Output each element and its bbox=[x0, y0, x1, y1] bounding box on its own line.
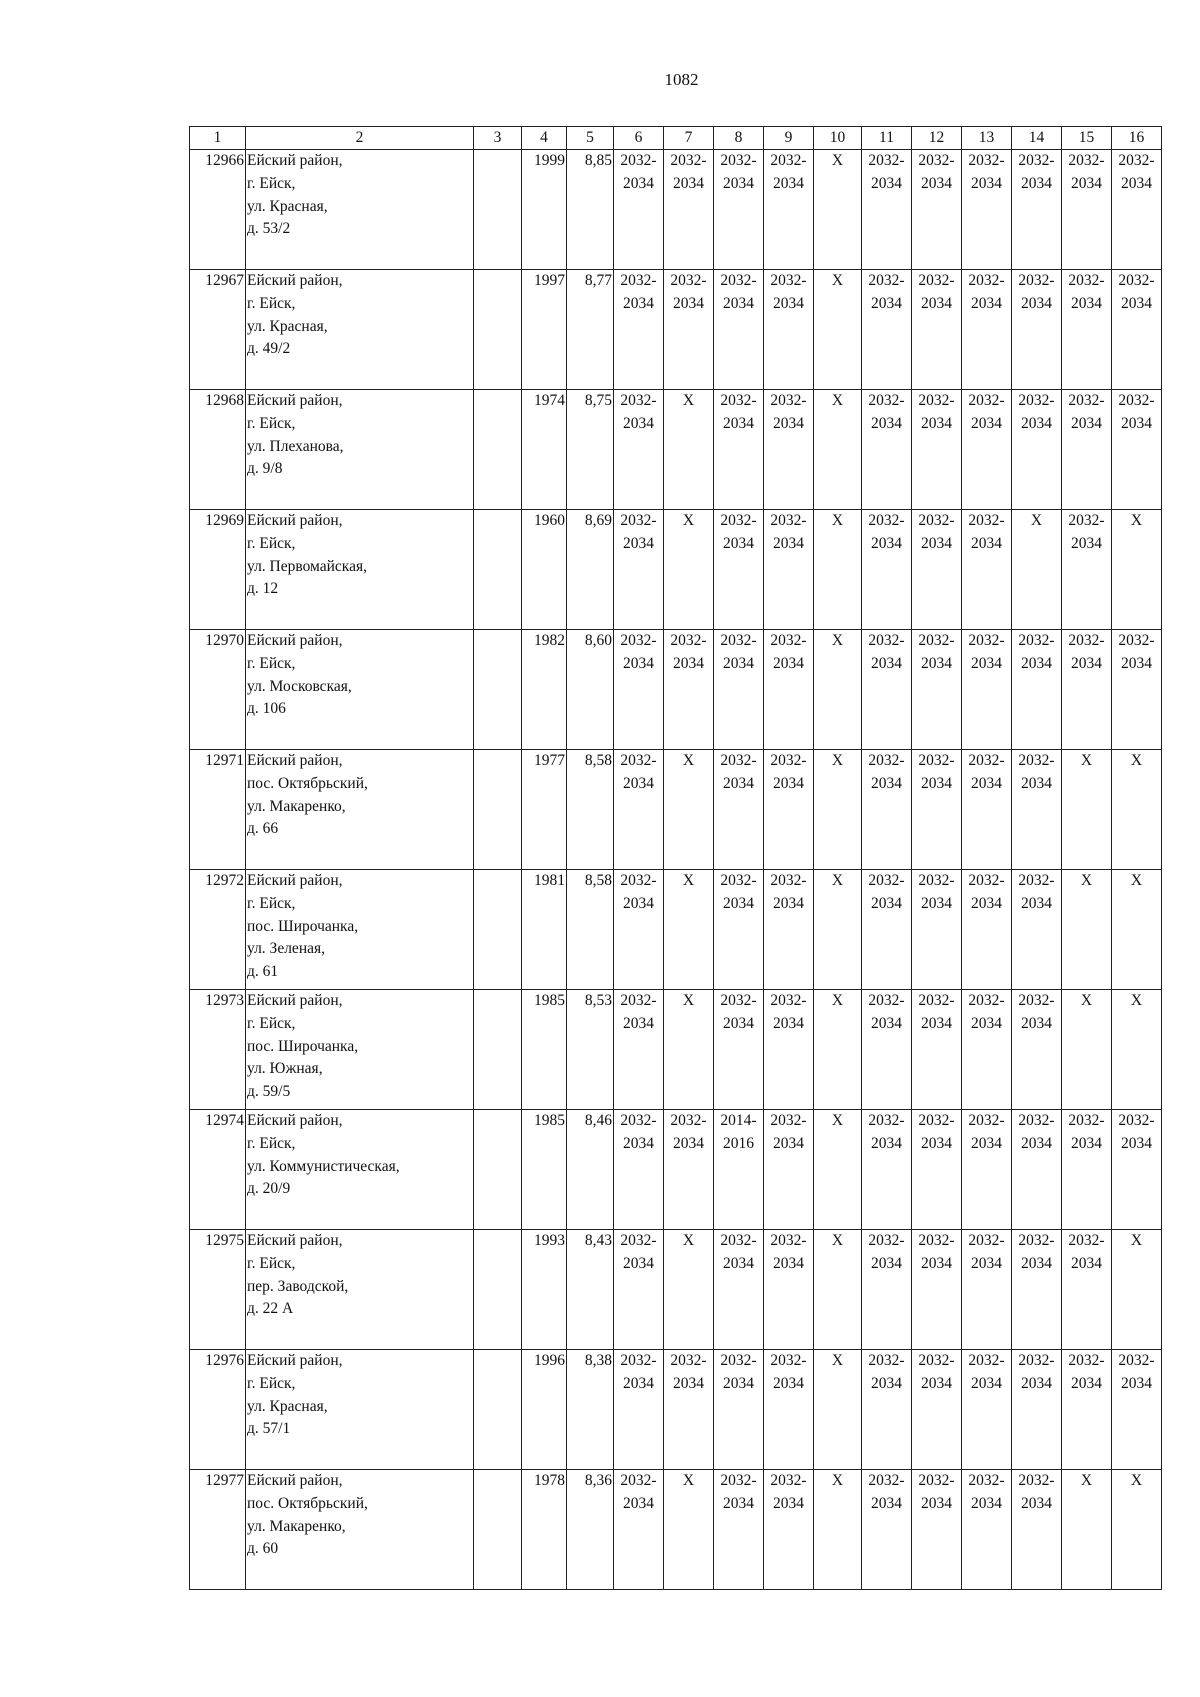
year-cell: 1985 bbox=[522, 990, 567, 1110]
column-3-cell bbox=[474, 1110, 522, 1230]
period-cell-col-9: 2032- 2034 bbox=[764, 750, 814, 870]
period-cell-col-15: 2032- 2034 bbox=[1062, 510, 1112, 630]
period-cell-col-16: 2032- 2034 bbox=[1112, 270, 1162, 390]
period-cell-col-7: 2032- 2034 bbox=[664, 630, 714, 750]
row-number-cell: 12977 bbox=[190, 1470, 246, 1590]
table-row bbox=[190, 870, 1162, 990]
period-cell-col-11: 2032- 2034 bbox=[862, 870, 912, 990]
period-cell-col-8: 2032- 2034 bbox=[714, 270, 764, 390]
period-cell-col-13: 2032- 2034 bbox=[962, 510, 1012, 630]
period-cell-col-11: 2032- 2034 bbox=[862, 1350, 912, 1470]
period-cell-col-9: 2032- 2034 bbox=[764, 150, 814, 270]
column-header-row bbox=[190, 127, 1162, 150]
period-cell-col-15: 2032- 2034 bbox=[1062, 1350, 1112, 1470]
period-cell-col-13: 2032- 2034 bbox=[962, 1350, 1012, 1470]
period-cell-col-6: 2032- 2034 bbox=[614, 870, 664, 990]
period-cell-col-15: 2032- 2034 bbox=[1062, 150, 1112, 270]
row-number-cell: 12976 bbox=[190, 1350, 246, 1470]
period-cell-col-11: 2032- 2034 bbox=[862, 750, 912, 870]
column-header-1: 1 bbox=[190, 127, 246, 150]
period-cell-col-15: X bbox=[1062, 990, 1112, 1110]
period-cell-col-11: 2032- 2034 bbox=[862, 270, 912, 390]
period-cell-col-13: 2032- 2034 bbox=[962, 990, 1012, 1110]
period-cell-col-7: X bbox=[664, 750, 714, 870]
period-cell-col-14: 2032- 2034 bbox=[1012, 270, 1062, 390]
period-cell-col-16: X bbox=[1112, 750, 1162, 870]
column-header-13: 13 bbox=[962, 127, 1012, 150]
period-cell-col-7: 2032- 2034 bbox=[664, 1350, 714, 1470]
column-header-10: 10 bbox=[814, 127, 862, 150]
period-cell-col-14: 2032- 2034 bbox=[1012, 630, 1062, 750]
value-cell: 8,53 bbox=[567, 990, 614, 1110]
period-cell-col-9: 2032- 2034 bbox=[764, 510, 814, 630]
period-cell-col-13: 2032- 2034 bbox=[962, 1470, 1012, 1590]
period-cell-col-9: 2032- 2034 bbox=[764, 630, 814, 750]
period-cell-col-16: 2032- 2034 bbox=[1112, 1110, 1162, 1230]
address-cell: Ейский район, г. Ейск, ул. Плеханова, д. 9/8 bbox=[246, 390, 474, 510]
period-cell-col-9: 2032- 2034 bbox=[764, 390, 814, 510]
period-cell-col-11: 2032- 2034 bbox=[862, 990, 912, 1110]
period-cell-col-9: 2032- 2034 bbox=[764, 1110, 814, 1230]
column-3-cell bbox=[474, 1350, 522, 1470]
address-cell: Ейский район, пос. Октябрьский, ул. Макаренко, д. 60 bbox=[246, 1470, 474, 1590]
period-cell-col-12: 2032- 2034 bbox=[912, 270, 962, 390]
period-cell-col-11: 2032- 2034 bbox=[862, 630, 912, 750]
period-cell-col-13: 2032- 2034 bbox=[962, 390, 1012, 510]
period-cell-col-11: 2032- 2034 bbox=[862, 510, 912, 630]
period-cell-col-6: 2032- 2034 bbox=[614, 270, 664, 390]
column-header-5: 5 bbox=[567, 127, 614, 150]
year-cell: 1996 bbox=[522, 1350, 567, 1470]
period-cell-col-10: X bbox=[814, 150, 862, 270]
period-cell-col-16: X bbox=[1112, 1230, 1162, 1350]
period-cell-col-12: 2032- 2034 bbox=[912, 1110, 962, 1230]
column-header-14: 14 bbox=[1012, 127, 1062, 150]
period-cell-col-12: 2032- 2034 bbox=[912, 990, 962, 1110]
period-cell-col-15: 2032- 2034 bbox=[1062, 390, 1112, 510]
period-cell-col-10: X bbox=[814, 1230, 862, 1350]
page-number: 1082 bbox=[664, 70, 699, 89]
column-3-cell bbox=[474, 1470, 522, 1590]
column-3-cell bbox=[474, 870, 522, 990]
row-number-cell: 12968 bbox=[190, 390, 246, 510]
period-cell-col-7: X bbox=[664, 390, 714, 510]
period-cell-col-7: X bbox=[664, 870, 714, 990]
year-cell: 1981 bbox=[522, 870, 567, 990]
table-row bbox=[190, 270, 1162, 390]
period-cell-col-8: 2032- 2034 bbox=[714, 150, 764, 270]
period-cell-col-14: 2032- 2034 bbox=[1012, 1110, 1062, 1230]
period-cell-col-16: X bbox=[1112, 1470, 1162, 1590]
period-cell-col-9: 2032- 2034 bbox=[764, 270, 814, 390]
period-cell-col-8: 2032- 2034 bbox=[714, 1230, 764, 1350]
value-cell: 8,38 bbox=[567, 1350, 614, 1470]
table-row bbox=[190, 510, 1162, 630]
period-cell-col-14: 2032- 2034 bbox=[1012, 1350, 1062, 1470]
period-cell-col-8: 2032- 2034 bbox=[714, 750, 764, 870]
value-cell: 8,46 bbox=[567, 1110, 614, 1230]
year-cell: 1982 bbox=[522, 630, 567, 750]
period-cell-col-16: 2032- 2034 bbox=[1112, 630, 1162, 750]
year-cell: 1993 bbox=[522, 1230, 567, 1350]
period-cell-col-9: 2032- 2034 bbox=[764, 1470, 814, 1590]
period-cell-col-13: 2032- 2034 bbox=[962, 1230, 1012, 1350]
period-cell-col-6: 2032- 2034 bbox=[614, 630, 664, 750]
period-cell-col-7: 2032- 2034 bbox=[664, 270, 714, 390]
period-cell-col-11: 2032- 2034 bbox=[862, 1230, 912, 1350]
period-cell-col-12: 2032- 2034 bbox=[912, 1230, 962, 1350]
period-cell-col-9: 2032- 2034 bbox=[764, 990, 814, 1110]
period-cell-col-6: 2032- 2034 bbox=[614, 1350, 664, 1470]
period-cell-col-9: 2032- 2034 bbox=[764, 870, 814, 990]
column-header-11: 11 bbox=[862, 127, 912, 150]
column-3-cell bbox=[474, 150, 522, 270]
table-row bbox=[190, 630, 1162, 750]
period-cell-col-13: 2032- 2034 bbox=[962, 270, 1012, 390]
year-cell: 1985 bbox=[522, 1110, 567, 1230]
column-header-3: 3 bbox=[474, 127, 522, 150]
row-number-cell: 12973 bbox=[190, 990, 246, 1110]
registry-table bbox=[189, 126, 1162, 1590]
period-cell-col-13: 2032- 2034 bbox=[962, 150, 1012, 270]
table-row bbox=[190, 1470, 1162, 1590]
address-cell: Ейский район, г. Ейск, ул. Красная, д. 53/2 bbox=[246, 150, 474, 270]
period-cell-col-6: 2032- 2034 bbox=[614, 510, 664, 630]
period-cell-col-10: X bbox=[814, 1110, 862, 1230]
period-cell-col-8: 2032- 2034 bbox=[714, 510, 764, 630]
year-cell: 1999 bbox=[522, 150, 567, 270]
period-cell-col-15: 2032- 2034 bbox=[1062, 270, 1112, 390]
period-cell-col-12: 2032- 2034 bbox=[912, 870, 962, 990]
value-cell: 8,85 bbox=[567, 150, 614, 270]
table-row bbox=[190, 1230, 1162, 1350]
year-cell: 1974 bbox=[522, 390, 567, 510]
period-cell-col-7: 2032- 2034 bbox=[664, 150, 714, 270]
row-number-cell: 12967 bbox=[190, 270, 246, 390]
period-cell-col-14: 2032- 2034 bbox=[1012, 870, 1062, 990]
column-header-2: 2 bbox=[246, 127, 474, 150]
period-cell-col-13: 2032- 2034 bbox=[962, 1110, 1012, 1230]
column-header-12: 12 bbox=[912, 127, 962, 150]
address-cell: Ейский район, г. Ейск, пос. Широчанка, ул. Зеленая, д. 61 bbox=[246, 870, 474, 990]
value-cell: 8,58 bbox=[567, 870, 614, 990]
period-cell-col-11: 2032- 2034 bbox=[862, 1110, 912, 1230]
period-cell-col-7: 2032- 2034 bbox=[664, 1110, 714, 1230]
period-cell-col-14: X bbox=[1012, 510, 1062, 630]
period-cell-col-6: 2032- 2034 bbox=[614, 150, 664, 270]
period-cell-col-12: 2032- 2034 bbox=[912, 510, 962, 630]
period-cell-col-10: X bbox=[814, 1470, 862, 1590]
period-cell-col-12: 2032- 2034 bbox=[912, 1350, 962, 1470]
table-body bbox=[190, 127, 1162, 1590]
column-3-cell bbox=[474, 1230, 522, 1350]
period-cell-col-16: 2032- 2034 bbox=[1112, 1350, 1162, 1470]
year-cell: 1977 bbox=[522, 750, 567, 870]
period-cell-col-8: 2032- 2034 bbox=[714, 1470, 764, 1590]
period-cell-col-7: X bbox=[664, 1230, 714, 1350]
period-cell-col-10: X bbox=[814, 750, 862, 870]
period-cell-col-8: 2032- 2034 bbox=[714, 630, 764, 750]
column-3-cell bbox=[474, 390, 522, 510]
period-cell-col-8: 2032- 2034 bbox=[714, 870, 764, 990]
period-cell-col-11: 2032- 2034 bbox=[862, 390, 912, 510]
year-cell: 1997 bbox=[522, 270, 567, 390]
address-cell: Ейский район, г. Ейск, ул. Московская, д. 106 bbox=[246, 630, 474, 750]
period-cell-col-9: 2032- 2034 bbox=[764, 1230, 814, 1350]
period-cell-col-16: 2032- 2034 bbox=[1112, 150, 1162, 270]
period-cell-col-11: 2032- 2034 bbox=[862, 1470, 912, 1590]
period-cell-col-16: X bbox=[1112, 510, 1162, 630]
period-cell-col-13: 2032- 2034 bbox=[962, 630, 1012, 750]
period-cell-col-10: X bbox=[814, 630, 862, 750]
row-number-cell: 12975 bbox=[190, 1230, 246, 1350]
column-header-9: 9 bbox=[764, 127, 814, 150]
address-cell: Ейский район, пос. Октябрьский, ул. Макаренко, д. 66 bbox=[246, 750, 474, 870]
period-cell-col-15: 2032- 2034 bbox=[1062, 1110, 1112, 1230]
address-cell: Ейский район, г. Ейск, ул. Красная, д. 57/1 bbox=[246, 1350, 474, 1470]
value-cell: 8,43 bbox=[567, 1230, 614, 1350]
period-cell-col-10: X bbox=[814, 510, 862, 630]
table-row bbox=[190, 390, 1162, 510]
period-cell-col-15: X bbox=[1062, 750, 1112, 870]
address-cell: Ейский район, г. Ейск, пер. Заводской, д. 22 А bbox=[246, 1230, 474, 1350]
period-cell-col-12: 2032- 2034 bbox=[912, 150, 962, 270]
row-number-cell: 12974 bbox=[190, 1110, 246, 1230]
period-cell-col-14: 2032- 2034 bbox=[1012, 150, 1062, 270]
period-cell-col-15: 2032- 2034 bbox=[1062, 1230, 1112, 1350]
period-cell-col-15: X bbox=[1062, 1470, 1112, 1590]
period-cell-col-16: X bbox=[1112, 990, 1162, 1110]
period-cell-col-15: 2032- 2034 bbox=[1062, 630, 1112, 750]
column-3-cell bbox=[474, 990, 522, 1110]
table-row bbox=[190, 1350, 1162, 1470]
table-row bbox=[190, 1110, 1162, 1230]
period-cell-col-9: 2032- 2034 bbox=[764, 1350, 814, 1470]
period-cell-col-6: 2032- 2034 bbox=[614, 1110, 664, 1230]
period-cell-col-8: 2032- 2034 bbox=[714, 1350, 764, 1470]
period-cell-col-15: X bbox=[1062, 870, 1112, 990]
period-cell-col-14: 2032- 2034 bbox=[1012, 750, 1062, 870]
period-cell-col-7: X bbox=[664, 990, 714, 1110]
period-cell-col-10: X bbox=[814, 270, 862, 390]
period-cell-col-14: 2032- 2034 bbox=[1012, 390, 1062, 510]
row-number-cell: 12972 bbox=[190, 870, 246, 990]
period-cell-col-16: 2032- 2034 bbox=[1112, 390, 1162, 510]
period-cell-col-6: 2032- 2034 bbox=[614, 1230, 664, 1350]
table-row bbox=[190, 990, 1162, 1110]
period-cell-col-16: X bbox=[1112, 870, 1162, 990]
year-cell: 1978 bbox=[522, 1470, 567, 1590]
period-cell-col-8: 2014- 2016 bbox=[714, 1110, 764, 1230]
period-cell-col-11: 2032- 2034 bbox=[862, 150, 912, 270]
row-number-cell: 12966 bbox=[190, 150, 246, 270]
value-cell: 8,36 bbox=[567, 1470, 614, 1590]
period-cell-col-6: 2032- 2034 bbox=[614, 1470, 664, 1590]
table-row bbox=[190, 150, 1162, 270]
column-header-8: 8 bbox=[714, 127, 764, 150]
value-cell: 8,69 bbox=[567, 510, 614, 630]
value-cell: 8,77 bbox=[567, 270, 614, 390]
period-cell-col-13: 2032- 2034 bbox=[962, 750, 1012, 870]
address-cell: Ейский район, г. Ейск, ул. Коммунистическая, д. 20/9 bbox=[246, 1110, 474, 1230]
column-header-7: 7 bbox=[664, 127, 714, 150]
table-row bbox=[190, 750, 1162, 870]
period-cell-col-14: 2032- 2034 bbox=[1012, 990, 1062, 1110]
column-3-cell bbox=[474, 630, 522, 750]
address-cell: Ейский район, г. Ейск, ул. Первомайская, д. 12 bbox=[246, 510, 474, 630]
period-cell-col-8: 2032- 2034 bbox=[714, 390, 764, 510]
period-cell-col-12: 2032- 2034 bbox=[912, 630, 962, 750]
column-header-15: 15 bbox=[1062, 127, 1112, 150]
column-3-cell bbox=[474, 510, 522, 630]
period-cell-col-6: 2032- 2034 bbox=[614, 750, 664, 870]
period-cell-col-14: 2032- 2034 bbox=[1012, 1470, 1062, 1590]
value-cell: 8,60 bbox=[567, 630, 614, 750]
period-cell-col-6: 2032- 2034 bbox=[614, 390, 664, 510]
period-cell-col-7: X bbox=[664, 510, 714, 630]
period-cell-col-12: 2032- 2034 bbox=[912, 750, 962, 870]
row-number-cell: 12971 bbox=[190, 750, 246, 870]
column-header-6: 6 bbox=[614, 127, 664, 150]
period-cell-col-12: 2032- 2034 bbox=[912, 390, 962, 510]
period-cell-col-10: X bbox=[814, 390, 862, 510]
column-3-cell bbox=[474, 750, 522, 870]
address-cell: Ейский район, г. Ейск, пос. Широчанка, ул. Южная, д. 59/5 bbox=[246, 990, 474, 1110]
column-header-4: 4 bbox=[522, 127, 567, 150]
address-cell: Ейский район, г. Ейск, ул. Красная, д. 49/2 bbox=[246, 270, 474, 390]
value-cell: 8,58 bbox=[567, 750, 614, 870]
value-cell: 8,75 bbox=[567, 390, 614, 510]
row-number-cell: 12970 bbox=[190, 630, 246, 750]
period-cell-col-13: 2032- 2034 bbox=[962, 870, 1012, 990]
period-cell-col-10: X bbox=[814, 990, 862, 1110]
period-cell-col-6: 2032- 2034 bbox=[614, 990, 664, 1110]
column-3-cell bbox=[474, 270, 522, 390]
period-cell-col-7: X bbox=[664, 1470, 714, 1590]
period-cell-col-12: 2032- 2034 bbox=[912, 1470, 962, 1590]
period-cell-col-10: X bbox=[814, 870, 862, 990]
period-cell-col-8: 2032- 2034 bbox=[714, 990, 764, 1110]
year-cell: 1960 bbox=[522, 510, 567, 630]
period-cell-col-14: 2032- 2034 bbox=[1012, 1230, 1062, 1350]
column-header-16: 16 bbox=[1112, 127, 1162, 150]
period-cell-col-10: X bbox=[814, 1350, 862, 1470]
row-number-cell: 12969 bbox=[190, 510, 246, 630]
